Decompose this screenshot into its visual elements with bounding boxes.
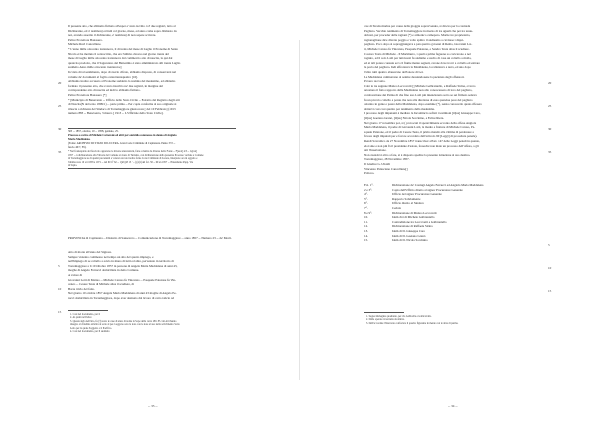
index-entry: Copia dell'Ufficio diretto al signor Procuratore Generale (392, 187, 463, 192)
index-entry: Idem di D. Nicola Sorcinino (392, 238, 428, 243)
text-line: I processo degli imputanti è mediato la Incomincio sofisti i testimoni [Ojus] Giuseppe Caro, (364, 111, 481, 116)
text-line: arrestano il fatto rapporto dalla Maddalena non allo conoscessero di loro del pagliaro, (364, 88, 473, 93)
text-line: l'altro tutti quattro abusavano dell'onore di Lei. (364, 70, 424, 74)
text-line: ti, Michele Caruso fu Vincenzo, Pasquale Paiatone, e Sandro Testa alias il scudiere. (364, 47, 470, 51)
line-number: 15 (548, 289, 552, 293)
line-number: 5 (548, 243, 550, 247)
text-line: fu un piccolo coltello a ponte che non alla direttone di esso quarelae pace del pagliaro (364, 97, 473, 102)
right-footnote-rule (364, 312, 404, 313)
index-folio: 5°. (364, 196, 368, 201)
text-line: * [Municipio di Benevento -- Ufficio dello Stato Civile -- Estratto dal Registro degli atti (68, 97, 180, 102)
text-line: squale Paiatone, ed il padre di Cesare Testa, il primo mandò alla vittima di perdonare a (364, 129, 474, 134)
box-note-1: * Nel frontespizio del fascicolo appaiono le diverse annotazioni, fatte a matita da diverse dello Fonte -- F[asol] 4/3 -- G[ran] (68, 150, 197, 153)
line-number: 30 (548, 127, 552, 131)
index-entry: Dichiarazione de' Coniugi Angelo Ferrucci ed Angiola Maria Maddalena (392, 183, 484, 187)
text-line: Il Giudice G. Ubaldi (364, 162, 391, 166)
text-line: Torremaggiore, 28 Novembre 1857. (364, 157, 410, 162)
index-folio: 11. (364, 219, 368, 224)
index-folio: 7°. (364, 206, 368, 210)
index-folio: 2 e 3°. (364, 187, 373, 192)
index-entry: Idem d'et di Michele Galbraniello (392, 215, 435, 220)
text-line: mese di Luglio mille ottocento trentanove dal commercio atto di nascita, la qui dal (68, 56, 173, 61)
line-number: 35 (548, 150, 552, 154)
text-line: ove di Strada marina per causa della gioggia sopravvenuta, si diceva per la contrada (364, 24, 471, 28)
text-line: Pelice Prorettore Bonasero. (68, 37, 103, 42)
index-entry: Idem di D. Giuseppe Caro (392, 229, 426, 233)
footnote: Letto per la quale Soggetto o il Pacifico. (70, 326, 112, 330)
footnote: 3. Questa sigla nell'atto, fu (3) sotto le case di anno di nome la Sope della carta 180. 85. Gli Atti hanno (70, 319, 177, 323)
text-line: Vincenzo Palasciano Cancelliere[] (364, 166, 408, 171)
line-number: 5 (58, 264, 60, 268)
index-folio: 15. (364, 238, 368, 243)
index-folio: 10. (364, 215, 368, 220)
text-line: coraboratione dei Patina di che fino suo Lotti più intenzionato sotto se sei firmato sedeva (364, 93, 477, 97)
index-folio: 6°. (364, 201, 368, 206)
index-entry: Cedola (392, 206, 401, 210)
box-line-2: Processo a carico di Michele Carnevale ed altri per omicidio commesso in danno di Angiola (68, 134, 177, 137)
text-line: pagliaro. Poco dopo si sopraggiungeva a pan quattro govesui di Remo, Giovanni Lot- (364, 42, 473, 47)
text-line: Borre trivio del fatto. (68, 286, 95, 291)
text-line: Nicola et ha mettuto il sottoscritto, che era l'ultimo cinorso nel giorno trenta del (68, 51, 169, 56)
index-folio: 14. (364, 233, 368, 238)
text-line: la porta del pagliaro. Indi affrontava la Maddalena, la rallentava a terra, ed uno dopo (364, 65, 471, 70)
index-entry: Ufficio del signor Procuratore Generale (392, 192, 442, 197)
text-line: quale ha prodotto, che il Sagrestano del Battezimo è stato amministrato alli trenta Luglio (68, 60, 181, 65)
box-top-rule (68, 128, 236, 129)
index-entry: Dichiarazione di Raffaele Strina (392, 224, 433, 229)
text-line: eloi sine e non più fà il presidente d'estate, fosseché non male un processo dell'offesa, a gli (364, 143, 479, 148)
text-line: doboni, per proceder delle ragioni (*) e armonico cameparo. Morite tre proprietario, (364, 33, 471, 38)
left-page-number: -- 33 -- (148, 404, 158, 408)
text-line: Pelice Prorettore Bonasero [*] (68, 93, 107, 97)
index-folio: Fol. 1°. (364, 183, 374, 187)
index-entry: Contradizione tra Leccovetti e Galbraniello (392, 219, 447, 224)
text-line: Pagliaro. Vecchio tenimento di Torremaggiore in mezzo di tre uguali che per tre tessu- (364, 28, 474, 33)
footnote: disegno al cittadino un'altra al sotto al per. Leggono solo la nota con le note al suo nella scrivimento Sotto (70, 323, 180, 327)
text-line: ed ai tali potere consuia ecco il fiume mente segnati, carone dove trovò a coltello ed entrare (364, 60, 480, 65)
index-entry: Ufficio diretto al Sindaco (392, 201, 424, 206)
text-line: corrispondente atto di nascita ed indi lo abbiamo firmato. (68, 88, 141, 93)
right-page-number: -- 34 -- (448, 404, 458, 408)
text-line: ottarnto in gente e passò della Maddalena, dopo esamine (*), senza conoscerlo quale offesero (364, 102, 482, 107)
text-line: Abbiamo inoltre accusato al Pronome suddetto la nomina del medesimo, ed abbiamo (68, 79, 176, 84)
text-line: Policeo. (364, 171, 375, 176)
text-line: Nel giorno 17 novembre poi, si ( provocati il speravilmente ecconto della offesa Angiola (364, 120, 477, 125)
box-note-3: di Torremaggiore su di quanti precedenti a volersi cercato inoltre fonte Corte Criminale di Lucera, Interprete ora in oggetto e (68, 157, 198, 160)
text-line: di Nascita(N del terzo 1809/1) -- parte prima -- Per copia conforme al suo originale si (68, 102, 177, 107)
text-line: * L'anno mille ottocento trentanove, il di trenta del mese di Luglio il Pronome di Santo (68, 47, 179, 51)
index-entry: Rapporto Sobriamente (392, 196, 421, 201)
text-line: Giovanni Lotti di Matteo -- Michele Caruso fu Vincenzo -- Pasquale Paiatone fu Vin- (68, 277, 177, 282)
text-line: Sempre violento commesso nel tempo un alto del quarto impiego, e (68, 254, 154, 259)
text-line: Calò le tre sugnate Matteo Leccovetti [] Michele Galbraniello, e Raffaele Strina, ovvero (364, 83, 476, 88)
box-note-2: 1857 -- n dichiarazione alla Vittoria del Comune si avuto di Turismo, con dichiarazione della presenza Processo verbale a Comune (68, 153, 204, 157)
text-line: noi, avendo asserito il dichiarante, e' testimonj di non sapere scrivere. (68, 33, 157, 38)
text-line: Costoro Testa di Michele - Il Marimurro, i quali a prima faguone so coricarono e nel (364, 51, 471, 56)
text-line: La Maddalena caminavano al sentire dessiandosene la pazienza degli offensori. (364, 74, 465, 79)
text-line: Povero racconto. (364, 79, 386, 84)
section-title: PROVINCIA di Capitanata -- Distretto di Sansevero -- Comunicazione di Torremaggiore -- anno 1857 -- Numero 23 -- de' Morti. (68, 236, 232, 240)
text-line: abitarvi così cosi quattro per tenimento della medesima. (364, 106, 435, 111)
text-line: volume de' documenti al foglio centottantaquattro [16]. (68, 74, 138, 79)
footnote: 1. Così nel documento, per il (70, 313, 101, 316)
text-line: Il presente atto, che abbiamo firmato all'esper e' stato iscritto col' due registri, letto al (68, 24, 176, 28)
text-line: In vista di tal sentimento, dopo di averlo cifrato, abbiamo disposto, di conservarsi nel (68, 70, 176, 74)
box-line-3: Maria Maddalena. (68, 138, 91, 141)
box-note-4: l'ultima note 10 ott 1858 a 1971 -- del 60 n° 62 -- 1[nb]18 13 ' -- (p)/(1)del fol. 58 -- 69 an 1857 -- l'Intendente Papp. Via (68, 160, 194, 164)
index-entry: Dichiarazione di Matteo Leccovetti (392, 210, 437, 215)
text-line: numero 883 -- Benevento, 3 marzo [ 1913 -- L'Ufficiale dello Stato Civile]. (68, 111, 164, 116)
text-line: Atto di morte all'anno del Signore. (68, 250, 112, 254)
line-number: 10 (58, 287, 62, 291)
text-line: Michele Ruvi Cancelliere. (68, 42, 102, 47)
text-line: A valore di (68, 273, 83, 277)
line-number: 15 (58, 310, 62, 314)
text-line: formato il presente atto, che è stato inscritto ne' due registri, in margine del (68, 83, 163, 88)
text-line: atti l'insertazione. (364, 148, 387, 153)
box-line-4: (Fonte: ARCHIVIO DI STATO DI LUCERA. Gran Corte Criminale di Capitanata. Punto 372 -- (68, 142, 176, 145)
line-number: 20 (58, 81, 62, 85)
right-page (300, 0, 600, 424)
box-line-5: fascio 40/7, F9). (68, 146, 87, 149)
footnote: 1. Segue immagine quadrante, per via Gallicella e Gallicavallo. (366, 315, 432, 318)
index-folio: 13. (364, 229, 368, 233)
footnote: 4. Così nel documento, per Il suddetto (70, 330, 110, 333)
text-line: Rendì Sovrattico da 27 Novembre 1857 transcriver all'art. 147 delle Leggi penali in quanto, (364, 139, 480, 143)
line-number: 30 (58, 127, 62, 131)
text-line: suddetto Anno mille ottocento trentanove] (68, 65, 122, 70)
text-line: nell'impiego di se coltello a aculo in mano di tutti ed altre, pervenuto in territorio di (68, 259, 174, 264)
text-line: rilascia a richiesta del Sindaco di Torremaggiore giusta nota [ del 10 Febbraio] (1913 (68, 106, 176, 111)
text-line: favore degli imputati per e favore accordato dall'articolo 90 [Leggi] di procedura penale). (364, 134, 478, 139)
box-bottom-rule (68, 168, 236, 169)
text-line: Non avendovi altro a fare, si è disposto spedire la presente istruzione al suo destino. (364, 152, 471, 157)
text-line: Torremaggiore a li 10 Ottobre 1857 in persona di Angela Maria Maddalena di anni 43, (68, 263, 178, 268)
text-line: ragionaglione dice diverte poggio e volto spittro il andiesmo a cavirese i diqui- (364, 37, 464, 42)
text-line: Maria Maddalena, il padre di Giovanni Lotti, la madre e fratture di Michele Caruso, Pa- (364, 125, 476, 130)
index-folio: 4°. (364, 192, 368, 197)
index-folio: 8 e 9°. (364, 210, 373, 215)
text-line: cenzo -- Cesare Testa di Michele alias il scudiere, di (68, 282, 135, 287)
index-entry: Idem di D. Gaetano Granò (392, 233, 426, 238)
left-footnote-rule (68, 310, 108, 311)
line-number: 25 (58, 104, 62, 108)
box-line-1: 303 -- 1857, ottobre, 10 -- 1858, gennaio, 25. (68, 130, 119, 133)
text-line: [Ojus] Gaetano Granò, [Ojus] Nicola Sorcinino, e Felice Riera. (364, 116, 445, 120)
index-folio: 12. (364, 224, 368, 229)
text-line: moglie di Angelo Ferrucci domiciliata in detto Comune. (68, 268, 140, 273)
footnote: 3. Dell'accordate l'interrotte confortato il quadro figurante in mente con le altre di parma. (366, 321, 459, 325)
line-number: 10 (548, 266, 552, 270)
text-line: togniro, ed il solo Lotti per tuttavuoti fu andiamo e uscito di casa un coltello a molla, (364, 56, 472, 61)
footnote: 2. Dalle operate ricostruita da sinitra. (366, 318, 405, 322)
text-line: rucci domiciliata in Torremaggiore, dopo aver desinato dal lavoro di certo taticio ad (68, 296, 175, 300)
line-number: 25 (548, 104, 552, 108)
line-number: 20 (548, 81, 552, 85)
footnote: 2. Ai quali nel Pelice (70, 316, 92, 320)
box-note-5: di Sapia. (68, 164, 78, 167)
line-number: 35 (58, 150, 62, 154)
text-line: Nel giorno 10 ottobre 1857 Angela Maria Maddalena di anni 43 moglie di Angelo Pe- (68, 291, 177, 296)
text-line: Dichiarante, ed a' testimonj ed indi col giorno, mese, ed anno come sopra. Rimasto da (68, 28, 177, 33)
